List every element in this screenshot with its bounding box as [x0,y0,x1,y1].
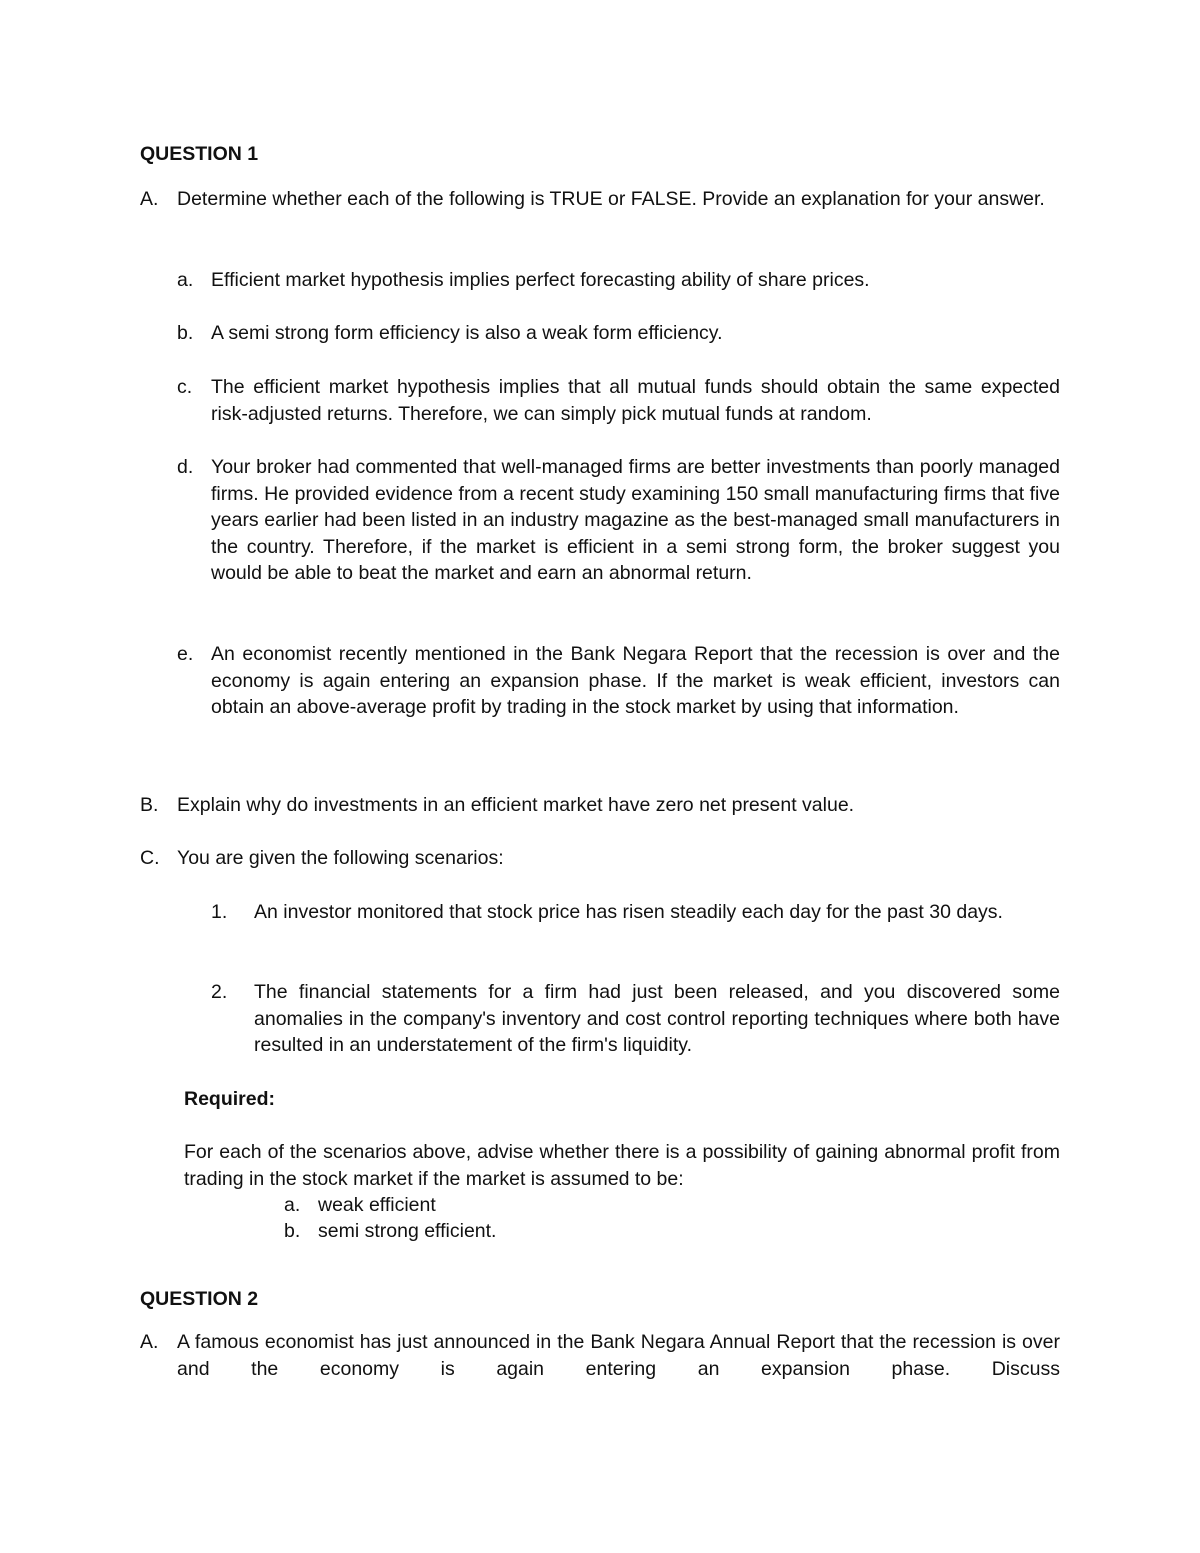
item-text: A semi strong form efficiency is also a weak form efficiency. [211,322,723,344]
item-letter: d. [177,456,194,478]
item-letter: a. [177,269,194,291]
part-b-text: Explain why do investments in an efficient market have zero net present value. [177,794,855,816]
part-a-instruction: Determine whether each of the following is TRUE or FALSE. Provide an explanation for your answer. [177,188,1045,210]
part-letter: A. [140,1331,159,1353]
part-letter: B. [140,794,159,816]
item-text: Your broker had commented that well-managed firms are better investments than poorly managed firms. He provided evidence from a recent study examining 150 small manufacturing firms that five years earlier had been listed in an industry magazine as the best-managed small manufacturers in the country. Therefore, if the market is efficient in a semi strong form, the broker suggest you would be able to beat the market and earn an abnormal return. [211,456,1060,584]
part-a-text: A famous economist has just announced in the Bank Negara Annual Report that the recession is over and the economy is again entering an expansion phase. Discuss [177,1331,1060,1380]
part-c-text: You are given the following scenarios: [177,847,504,869]
item-letter: b. [177,322,194,344]
required-text: For each of the scenarios above, advise whether there is a possibility of gaining abnormal profit from trading in the stock market if the market is assumed to be: [184,1141,1060,1190]
option-letter: a. [284,1194,301,1216]
option-text: weak efficient [318,1194,436,1216]
item-letter: e. [177,643,194,665]
option-letter: b. [284,1220,301,1242]
required-label: Required: [184,1088,276,1110]
question-2-heading: QUESTION 2 [140,1288,259,1310]
item-text: Efficient market hypothesis implies perfect forecasting ability of share prices. [211,269,870,291]
item-letter: c. [177,376,193,398]
scenario-text: The financial statements for a firm had just been released, and you discovered some anomalies in the company's inventory and cost control reporting techniques where both have resulted in an understatement of the firm's liquidity. [254,981,1060,1056]
scenario-text: An investor monitored that stock price has risen steadily each day for the past 30 days. [254,901,1003,923]
item-text: The efficient market hypothesis implies that all mutual funds should obtain the same expected risk-adjusted returns. Therefore, we can simply pick mutual funds at random. [211,376,1060,425]
scenario-number: 1. [211,901,228,923]
part-letter: A. [140,188,159,210]
question-1-heading: QUESTION 1 [140,143,259,165]
option-text: semi strong efficient. [318,1220,497,1242]
scenario-number: 2. [211,981,228,1003]
item-text: An economist recently mentioned in the Bank Negara Report that the recession is over and the economy is again entering an expansion phase. If the market is weak efficient, investors can obtain an above-average profit by trading in the stock market by using that information. [211,643,1060,718]
part-letter: C. [140,847,160,869]
